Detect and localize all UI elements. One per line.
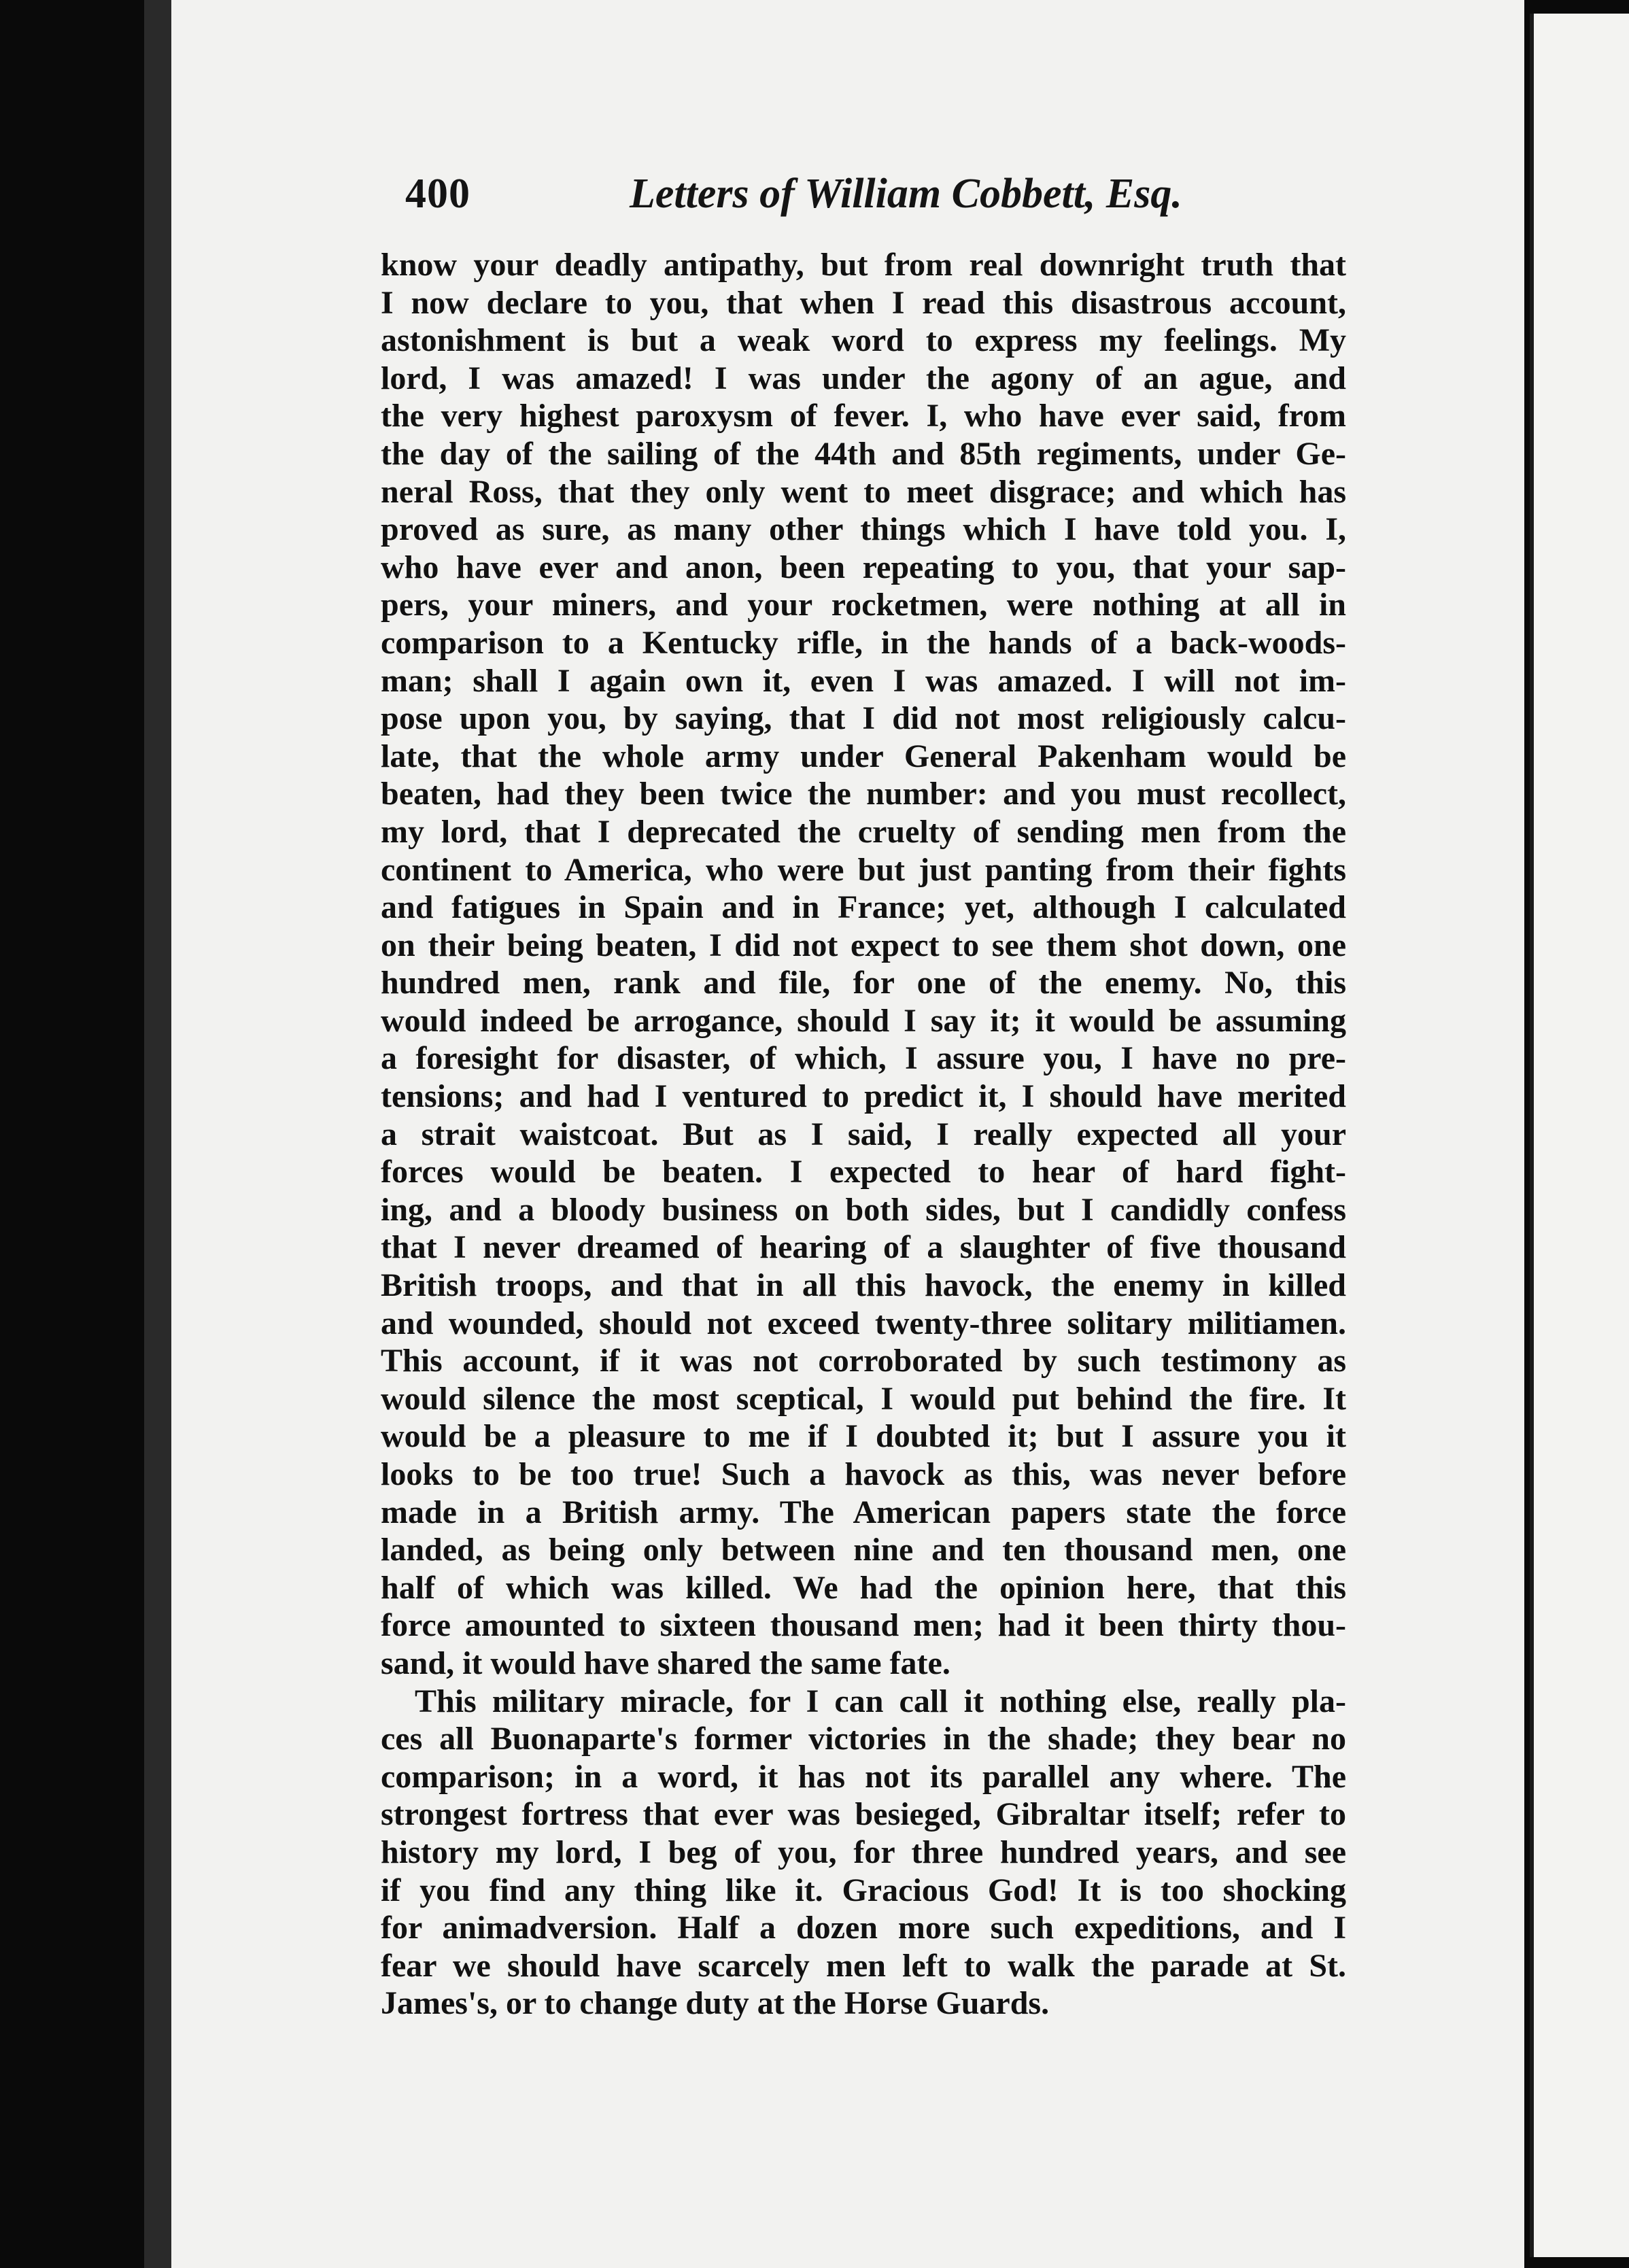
adjacent-page-edge — [1530, 14, 1629, 2257]
text-line: the very highest paroxysm of fever. I, who have ever said, from — [381, 398, 1346, 434]
text-line: I now declare to you, that when I read this disastrous account, — [381, 284, 1346, 321]
body-text — [381, 246, 1346, 2023]
running-head: Letters of William Cobbett, Esq. — [630, 171, 1182, 217]
text-line: late, that the whole army under General Pakenham would be — [381, 738, 1346, 774]
paragraph — [381, 246, 1346, 1683]
text-line: pose upon you, by saying, that I did not most religiously calcu- — [381, 700, 1346, 737]
text-line: fear we should have scarcely men left to walk the parade at St. — [381, 1947, 1346, 1984]
text-line: forces would be beaten. I expected to hear of hard fight- — [381, 1154, 1346, 1190]
text-line: would be a pleasure to me if I doubted it; but I assure you it — [381, 1418, 1346, 1455]
text-line: astonishment is but a weak word to express my feelings. My — [381, 322, 1346, 359]
text-line: hundred men, rank and file, for one of the enemy. No, this — [381, 965, 1346, 1001]
text-line: neral Ross, that they only went to meet disgrace; and which has — [381, 473, 1346, 510]
paragraph — [381, 1683, 1346, 2023]
text-line: James's, or to change duty at the Horse Guards. — [381, 1985, 1050, 2022]
text-line: and wounded, should not exceed twenty-three solitary militiamen. — [381, 1305, 1346, 1341]
text-line: made in a British army. The American papers state the force — [381, 1494, 1346, 1530]
text-line: force amounted to sixteen thousand men; had it been thirty thou- — [381, 1607, 1346, 1644]
text-line: on their being beaten, I did not expect to see them shot down, one — [381, 927, 1346, 963]
text-line: my lord, that I deprecated the cruelty of sending men from the — [381, 813, 1346, 850]
text-line: tensions; and had I ventured to predict it, I should have merited — [381, 1078, 1346, 1115]
text-line: that I never dreamed of hearing of a slaughter of five thousand — [381, 1229, 1346, 1266]
text-line: ces all Buonaparte's former victories in the shade; they bear no — [381, 1721, 1346, 1757]
text-line: history my lord, I beg of you, for three hundred years, and see — [381, 1834, 1346, 1870]
text-line: ing, and a bloody business on both sides, but I candidly confess — [381, 1191, 1346, 1228]
text-line: landed, as being only between nine and ten thousand men, one — [381, 1532, 1346, 1568]
text-line: a strait waistcoat. But as I said, I really expected all your — [381, 1116, 1346, 1152]
text-line: if you find any thing like it. Gracious God! It is too shocking — [381, 1872, 1346, 1908]
page-gutter-shadow — [144, 0, 171, 2268]
text-line: who have ever and anon, been repeating to you, that your sap- — [381, 549, 1346, 585]
text-line: for animadversion. Half a dozen more such expeditions, and I — [381, 1910, 1346, 1946]
text-line: British troops, and that in all this havock, the enemy in killed — [381, 1267, 1346, 1304]
text-line: a foresight for disaster, of which, I assure you, I have no pre- — [381, 1040, 1346, 1077]
text-line: This account, if it was not corroborated by such testimony as — [381, 1343, 1346, 1379]
text-line: the day of the sailing of the 44th and 85th regiments, under Ge- — [381, 435, 1346, 472]
text-line: sand, it would have shared the same fate. — [381, 1645, 950, 1681]
text-line: would silence the most sceptical, I would put behind the fire. It — [381, 1380, 1346, 1417]
text-line: would indeed be arrogance, should I say it; it would be assuming — [381, 1002, 1346, 1039]
page-number: 400 — [405, 171, 470, 217]
text-line: strongest fortress that ever was besieged, Gibraltar itself; refer to — [381, 1796, 1346, 1833]
text-line: beaten, had they been twice the number: and you must recollect, — [381, 776, 1346, 812]
text-line: comparison to a Kentucky rifle, in the hands of a back-woods- — [381, 624, 1346, 661]
text-line: looks to be too true! Such a havock as this, was never before — [381, 1456, 1346, 1492]
text-line: pers, your miners, and your rocketmen, were nothing at all in — [381, 587, 1346, 623]
text-line: half of which was killed. We had the opinion here, that this — [381, 1569, 1346, 1606]
text-line: lord, I was amazed! I was under the agony of an ague, and — [381, 360, 1346, 396]
page-header — [405, 170, 1398, 231]
text-line: continent to America, who were but just panting from their fights — [381, 851, 1346, 888]
text-line: and fatigues in Spain and in France; yet, although I calculated — [381, 889, 1346, 926]
text-line: man; shall I again own it, even I was amazed. I will not im- — [381, 662, 1346, 699]
text-line: know your deadly antipathy, but from real downright truth that — [381, 247, 1346, 283]
text-line: comparison; in a word, it has not its parallel any where. The — [381, 1758, 1346, 1795]
text-line: This military miracle, for I can call it nothing else, really pla- — [415, 1683, 1346, 1719]
text-line: proved as sure, as many other things which I have told you. I, — [381, 511, 1346, 548]
